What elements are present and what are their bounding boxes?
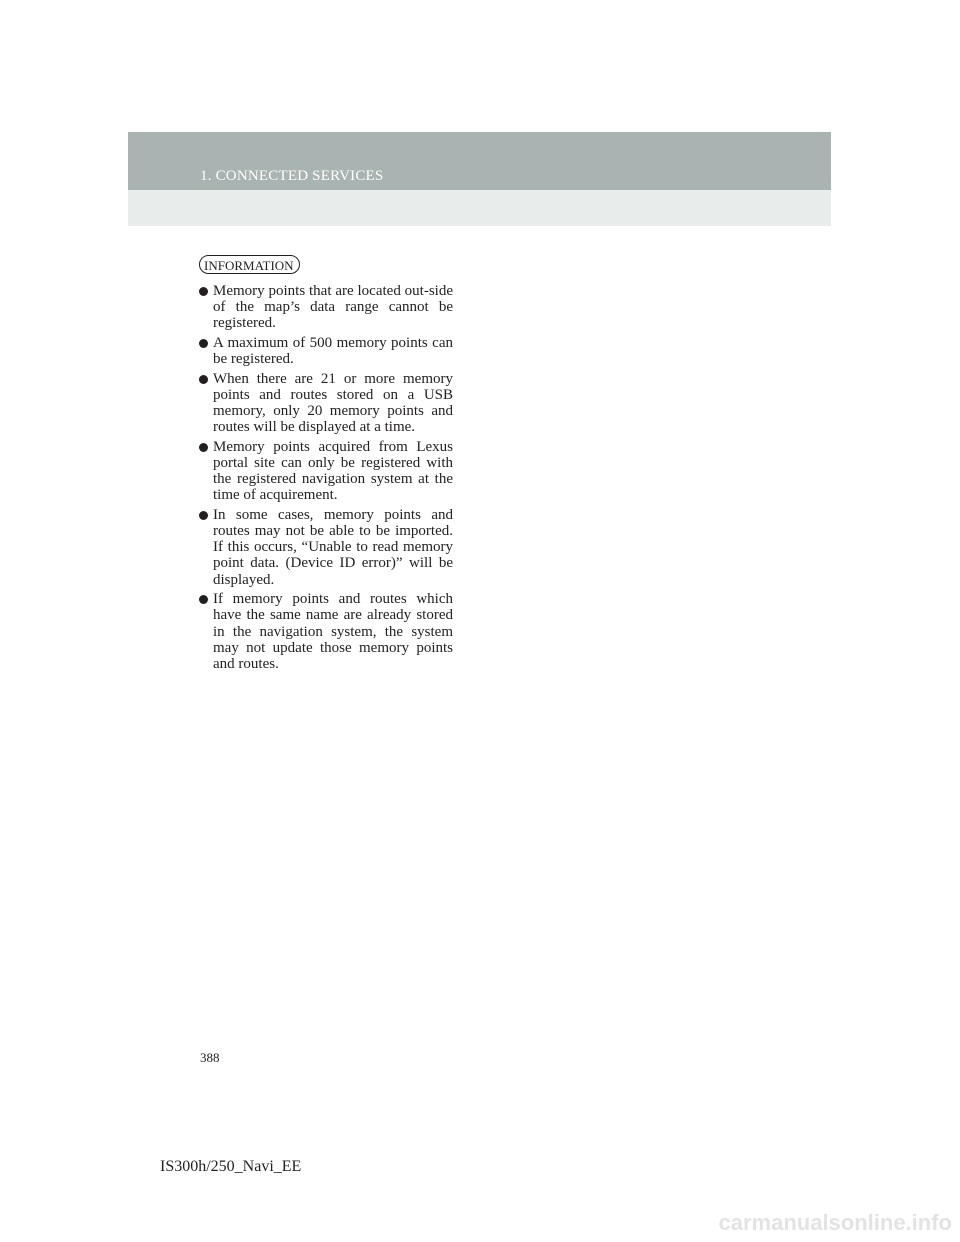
section-title: 1. CONNECTED SERVICES [200,168,384,184]
document-code: IS300h/250_Navi_EE [160,1158,302,1175]
information-label: INFORMATION [199,255,300,274]
list-item-text: Memory points acquired from Lexus portal site can only be registered with the registered navigation system at the time of acquirement. [213,438,453,504]
list-item-text: In some cases, memory points and routes may not be able to be imported. If this occurs, “Unable to read memory point data. (Device ID error)” will be displayed. [213,506,453,588]
watermark: carmanualsonline.info [718,1210,952,1235]
bullet-icon [199,443,208,452]
list-item [197,371,453,436]
bullet-icon [199,511,208,520]
list-item [197,335,453,367]
list-item-text: If memory points and routes which have the same name are already stored in the navigation system, the system may not update those memory points and routes. [213,591,453,672]
list-item [197,283,453,332]
header-sub-band [128,190,831,226]
list-item [197,591,453,672]
bullet-icon [199,339,208,348]
bullet-icon [199,287,208,296]
list-item-text: Memory points that are located out-side of the map’s data range cannot be registered. [213,283,453,332]
page-number: 388 [200,1050,220,1065]
bullet-icon [199,375,208,384]
list-item-text: When there are 21 or more memory points and routes stored on a USB memory, only 20 memory points and routes will be displayed at a time. [213,370,453,436]
list-item [197,507,453,588]
list-item-text: A maximum of 500 memory points can be registered. [213,334,453,368]
bullet-icon [199,595,208,604]
information-list [197,283,453,675]
list-item [197,439,453,504]
